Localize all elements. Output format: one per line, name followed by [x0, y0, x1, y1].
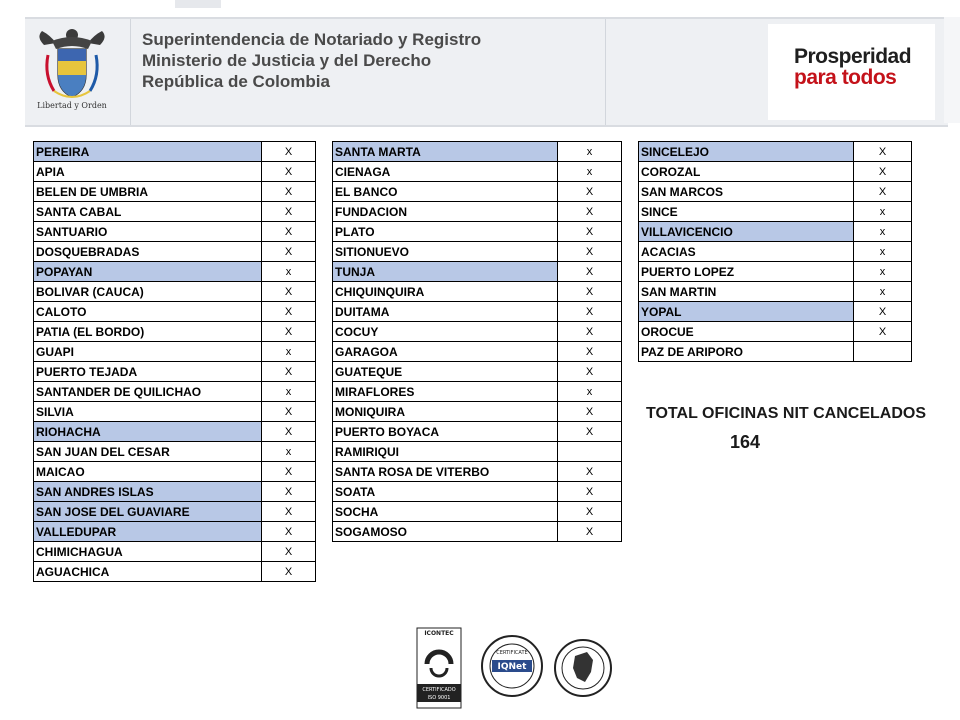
cancelled-mark-cell: X — [558, 322, 622, 342]
office-name-cell: DUITAMA — [333, 302, 558, 322]
cancelled-mark-cell: X — [262, 422, 316, 442]
cancelled-mark-cell: X — [262, 142, 316, 162]
cancelled-mark-cell: x — [854, 202, 912, 222]
cancelled-mark-cell — [558, 442, 622, 462]
table-row — [333, 382, 622, 402]
office-name-cell: SOGAMOSO — [333, 522, 558, 542]
office-name-cell: CIENAGA — [333, 162, 558, 182]
table-row — [639, 222, 912, 242]
office-name-cell: VALLEDUPAR — [34, 522, 262, 542]
offices-table-3 — [638, 141, 912, 362]
table-row — [34, 522, 316, 542]
slogan-line-2: para todos — [794, 66, 897, 89]
table-row — [333, 342, 622, 362]
cancelled-mark-cell: X — [558, 282, 622, 302]
office-name-cell: PLATO — [333, 222, 558, 242]
header-divider — [605, 19, 606, 125]
cancelled-mark-cell: X — [558, 342, 622, 362]
office-name-cell: PAZ DE ARIPORO — [639, 342, 854, 362]
table-row — [34, 462, 316, 482]
office-name-cell: COCUY — [333, 322, 558, 342]
table-row — [34, 362, 316, 382]
cancelled-mark-cell: X — [262, 482, 316, 502]
cancelled-mark-cell: X — [262, 562, 316, 582]
icontec-iso: ISO 9001 — [427, 695, 451, 701]
office-name-cell: SANTANDER DE QUILICHAO — [34, 382, 262, 402]
table-row — [333, 442, 622, 462]
office-name-cell: BELEN DE UMBRIA — [34, 182, 262, 202]
emblem-motto: Libertad y Orden — [37, 101, 107, 110]
cancelled-mark-cell: X — [262, 302, 316, 322]
table-row — [333, 162, 622, 182]
office-name-cell: ACACIAS — [639, 242, 854, 262]
colombia-map-seal-icon — [555, 640, 611, 696]
office-name-cell: RIOHACHA — [34, 422, 262, 442]
table-row — [34, 562, 316, 582]
office-name-cell: VILLAVICENCIO — [639, 222, 854, 242]
office-name-cell: SANTA CABAL — [34, 202, 262, 222]
cancelled-mark-cell: X — [558, 302, 622, 322]
table-row — [639, 262, 912, 282]
office-name-cell: MONIQUIRA — [333, 402, 558, 422]
office-name-cell: TUNJA — [333, 262, 558, 282]
office-name-cell: SANTA MARTA — [333, 142, 558, 162]
table-row — [34, 482, 316, 502]
cancelled-mark-cell: x — [262, 382, 316, 402]
office-name-cell: SAN MARTIN — [639, 282, 854, 302]
table-row — [333, 322, 622, 342]
cancelled-mark-cell: X — [854, 182, 912, 202]
table-row — [34, 222, 316, 242]
table-row — [333, 242, 622, 262]
table-row — [333, 522, 622, 542]
office-name-cell: PUERTO LOPEZ — [639, 262, 854, 282]
icontec-certificado: CERTIFICADO — [422, 687, 456, 693]
table-row — [34, 502, 316, 522]
cancelled-mark-cell: X — [558, 502, 622, 522]
table-row — [639, 322, 912, 342]
office-name-cell: SAN ANDRES ISLAS — [34, 482, 262, 502]
table-row — [333, 502, 622, 522]
office-name-cell: SINCELEJO — [639, 142, 854, 162]
table-row — [333, 402, 622, 422]
prosperidad-wordmark — [794, 46, 911, 88]
office-name-cell: SOCHA — [333, 502, 558, 522]
office-name-cell: SITIONUEVO — [333, 242, 558, 262]
cancelled-mark-cell: X — [558, 402, 622, 422]
office-name-cell: PUERTO BOYACA — [333, 422, 558, 442]
table-row — [333, 182, 622, 202]
table-row — [333, 202, 622, 222]
cancelled-mark-cell: X — [558, 522, 622, 542]
cancelled-mark-cell: X — [262, 322, 316, 342]
office-name-cell: SAN MARCOS — [639, 182, 854, 202]
cancelled-mark-cell: x — [854, 242, 912, 262]
cancelled-mark-cell: x — [558, 382, 622, 402]
table-row — [333, 462, 622, 482]
table-row — [34, 142, 316, 162]
cancelled-mark-cell: x — [854, 222, 912, 242]
header-line-3: República de Colombia — [142, 72, 330, 91]
icontec-logo — [417, 628, 461, 708]
office-name-cell: GARAGOA — [333, 342, 558, 362]
total-label: TOTAL OFICINAS NIT CANCELADOS — [646, 405, 926, 422]
table-row — [34, 162, 316, 182]
cancelled-mark-cell: X — [558, 222, 622, 242]
office-name-cell: CALOTO — [34, 302, 262, 322]
table-row — [34, 302, 316, 322]
iqnet-logo — [482, 636, 542, 696]
cancelled-mark-cell: X — [854, 162, 912, 182]
cancelled-mark-cell: X — [262, 362, 316, 382]
table-row — [34, 262, 316, 282]
cancelled-mark-cell: x — [262, 442, 316, 462]
cancelled-mark-cell: X — [262, 282, 316, 302]
office-name-cell: SANTA ROSA DE VITERBO — [333, 462, 558, 482]
header-title-block — [142, 29, 481, 92]
top-tab-marker — [175, 0, 221, 8]
office-name-cell: GUAPI — [34, 342, 262, 362]
table-row — [639, 302, 912, 322]
cancelled-mark-cell: x — [262, 262, 316, 282]
office-name-cell: SOATA — [333, 482, 558, 502]
cancelled-mark-cell: x — [558, 162, 622, 182]
table-row — [333, 362, 622, 382]
table-row — [333, 422, 622, 442]
office-name-cell: OROCUE — [639, 322, 854, 342]
office-name-cell: COROZAL — [639, 162, 854, 182]
offices-table-1 — [33, 141, 316, 582]
cancelled-mark-cell: x — [854, 262, 912, 282]
cancelled-mark-cell: X — [854, 322, 912, 342]
table-row — [639, 142, 912, 162]
office-name-cell: APIA — [34, 162, 262, 182]
cancelled-mark-cell: X — [262, 402, 316, 422]
office-name-cell: MAICAO — [34, 462, 262, 482]
table-row — [639, 342, 912, 362]
cancelled-mark-cell: x — [262, 342, 316, 362]
slogan-line-1: Prosperidad — [794, 45, 912, 68]
office-name-cell: SANTUARIO — [34, 222, 262, 242]
header-line-1: Superintendencia de Notariado y Registro — [142, 30, 482, 49]
table-row — [34, 442, 316, 462]
office-name-cell: CHIQUINQUIRA — [333, 282, 558, 302]
table-row — [34, 402, 316, 422]
cancelled-mark-cell: X — [558, 202, 622, 222]
office-name-cell: FUNDACION — [333, 202, 558, 222]
office-name-cell: BOLIVAR (CAUCA) — [34, 282, 262, 302]
cancelled-mark-cell: X — [558, 262, 622, 282]
table-row — [34, 382, 316, 402]
certification-logos — [405, 624, 615, 720]
cancelled-mark-cell: x — [854, 282, 912, 302]
cancelled-mark-cell: X — [262, 182, 316, 202]
office-name-cell: AGUACHICA — [34, 562, 262, 582]
cancelled-mark-cell: x — [558, 142, 622, 162]
office-name-cell: DOSQUEBRADAS — [34, 242, 262, 262]
icontec-label: ICONTEC — [424, 630, 454, 637]
office-name-cell: SINCE — [639, 202, 854, 222]
table-row — [333, 222, 622, 242]
cancelled-mark-cell: X — [558, 362, 622, 382]
table-row — [34, 282, 316, 302]
table-row — [34, 422, 316, 442]
office-name-cell: PEREIRA — [34, 142, 262, 162]
table-row — [333, 262, 622, 282]
cancelled-mark-cell: X — [558, 462, 622, 482]
table-row — [639, 202, 912, 222]
table-row — [34, 202, 316, 222]
table-row — [639, 162, 912, 182]
table-row — [333, 302, 622, 322]
cancelled-mark-cell — [854, 342, 912, 362]
office-name-cell: PATIA (EL BORDO) — [34, 322, 262, 342]
office-name-cell: SILVIA — [34, 402, 262, 422]
table-row — [34, 342, 316, 362]
cancelled-mark-cell: X — [262, 162, 316, 182]
table-row — [333, 282, 622, 302]
table-row — [639, 182, 912, 202]
office-name-cell: CHIMICHAGUA — [34, 542, 262, 562]
cancelled-mark-cell: X — [854, 142, 912, 162]
cancelled-mark-cell: X — [558, 482, 622, 502]
office-name-cell: EL BANCO — [333, 182, 558, 202]
table-row — [34, 182, 316, 202]
cancelled-mark-cell: X — [854, 302, 912, 322]
office-name-cell: SAN JOSE DEL GUAVIARE — [34, 502, 262, 522]
table-row — [333, 142, 622, 162]
office-name-cell: GUATEQUE — [333, 362, 558, 382]
prosperidad-logo — [768, 24, 935, 120]
table-row — [34, 242, 316, 262]
cancelled-mark-cell: X — [262, 222, 316, 242]
table-row — [639, 242, 912, 262]
cancelled-mark-cell: X — [262, 242, 316, 262]
cancelled-mark-cell: X — [558, 182, 622, 202]
office-name-cell: RAMIRIQUI — [333, 442, 558, 462]
cancelled-mark-cell: X — [262, 462, 316, 482]
office-name-cell: YOPAL — [639, 302, 854, 322]
cancelled-mark-cell: X — [262, 522, 316, 542]
cancelled-mark-cell: X — [262, 542, 316, 562]
iqnet-label: IQNet — [497, 662, 527, 672]
header-right-strip — [944, 17, 960, 123]
total-value: 164 — [730, 432, 761, 452]
cancelled-mark-cell: X — [558, 242, 622, 262]
table-row — [639, 282, 912, 302]
office-name-cell: MIRAFLORES — [333, 382, 558, 402]
offices-table-2 — [332, 141, 622, 542]
iqnet-certificate-label: CERTIFICATE — [496, 650, 528, 656]
office-name-cell: POPAYAN — [34, 262, 262, 282]
header-line-2: Ministerio de Justicia y del Derecho — [142, 51, 432, 70]
office-name-cell: PUERTO TEJADA — [34, 362, 262, 382]
office-name-cell: SAN JUAN DEL CESAR — [34, 442, 262, 462]
cancelled-mark-cell: X — [262, 202, 316, 222]
table-row — [34, 542, 316, 562]
table-row — [34, 322, 316, 342]
cancelled-mark-cell: X — [558, 422, 622, 442]
cancelled-mark-cell: X — [262, 502, 316, 522]
table-row — [333, 482, 622, 502]
